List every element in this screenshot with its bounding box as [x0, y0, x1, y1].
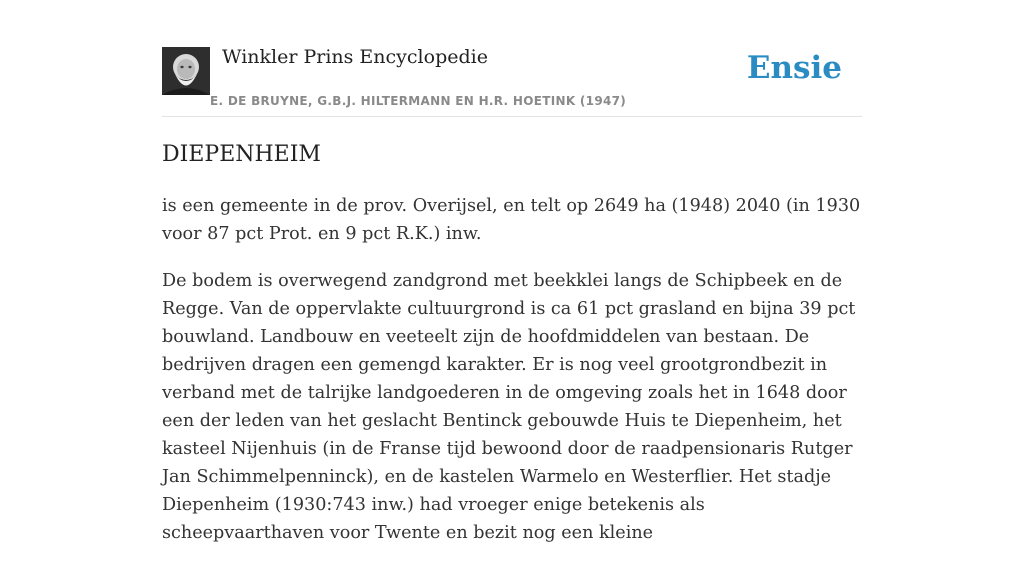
article-title: DIEPENHEIM [162, 142, 321, 167]
author-portrait-icon [162, 47, 210, 95]
article-page [162, 0, 862, 543]
article-body [162, 192, 862, 566]
ensie-logo[interactable]: Ensie [746, 50, 842, 86]
article-paragraph: is een gemeente in de prov. Overijsel, en telt op 2649 ha (1948) 2040 (in 1930 voor 87 pct Prot. en 9 pct R.K.) inw. [162, 196, 861, 244]
article-paragraph: De bodem is overwegend zandgrond met beekklei langs de Schipbeek en de Regge. Van de oppervlakte cultuurgrond is ca 61 pct grasland en bijna 39 pct bouwland. Landbouw en veeteelt zijn de hoofdmiddelen van bestaan. De bedrijven dragen een gemengd karakter. Er is nog veel grootgrondbezit in verband met de talrijke landgoederen in de omgeving zoals het in 1648 door een der leden van het geslacht Bentinck gebouwde Huis te Diepenheim, het kasteel Nijenhuis (in de Franse tijd bewoond door de raadpensionaris Rutger Jan Schimmelpenninck), en de kastelen Warmelo en Westerflier. Het stadje Diepenheim (1930:743 inw.) had vroeger enige betekenis als scheepvaarthaven voor Twente en bezit nog een kleine [162, 271, 856, 543]
source-header [162, 0, 862, 117]
source-title[interactable]: Winkler Prins Encyclopedie [222, 46, 488, 68]
authors-line: E. DE BRUYNE, G.B.J. HILTERMANN EN H.R. HOETINK (1947) [210, 94, 627, 108]
author-avatar[interactable] [162, 47, 210, 95]
